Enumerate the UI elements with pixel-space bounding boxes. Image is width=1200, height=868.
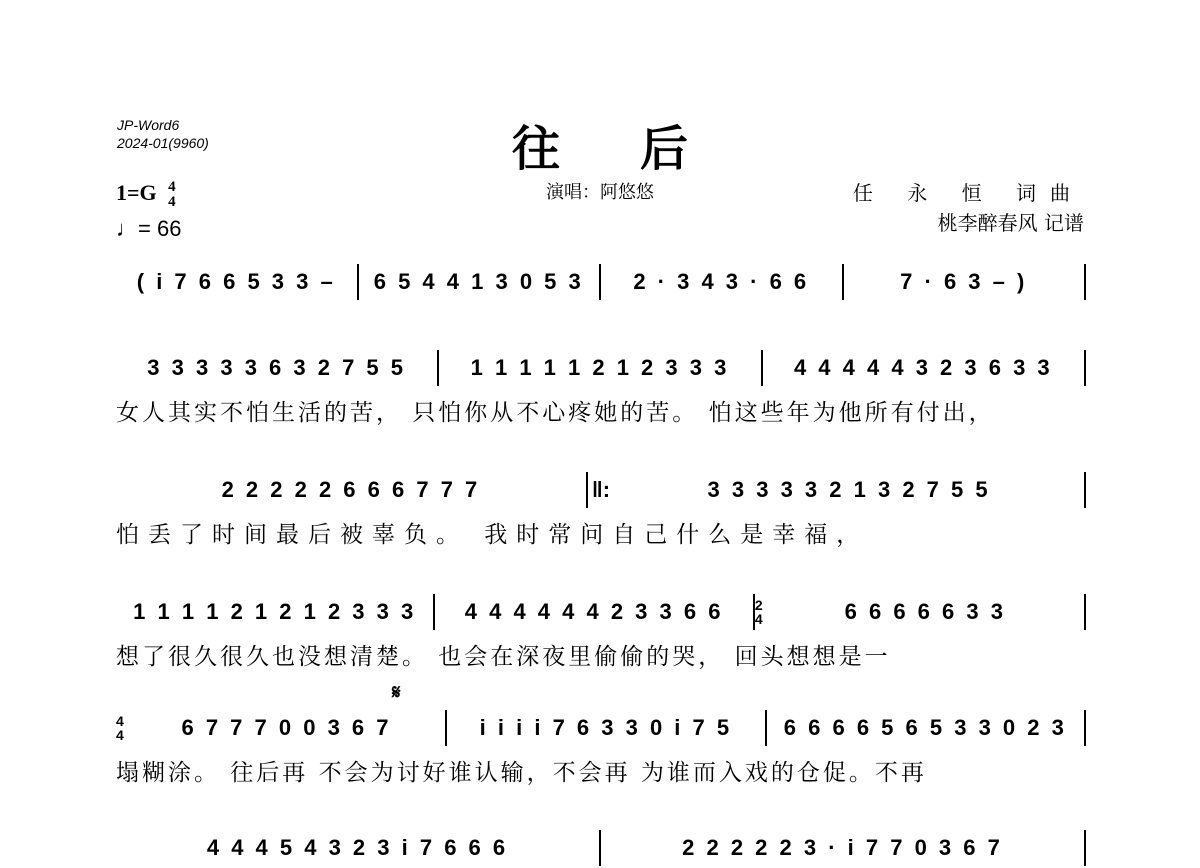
barline (1084, 830, 1086, 866)
repeat-start-sign: ‖: (591, 477, 611, 502)
measure: 4 4 4 4 4 4 2 3 3 6 6 (464, 599, 724, 624)
measure: 3 3 3 3 3 2 1 3 2 7 5 5 (707, 477, 991, 502)
ts-back-bottom: 4 (116, 727, 124, 743)
measure: ( i 7 6 6 5 3 3 – (136, 269, 336, 294)
barline (1084, 710, 1086, 746)
time-signature-change (755, 598, 763, 626)
time-sig-top: 4 (168, 179, 176, 195)
measure: 7 · 6 3 – ) (900, 269, 1028, 294)
time-signature (168, 180, 176, 210)
key-label: 1=G (116, 180, 157, 206)
notes-row (116, 708, 1086, 748)
notes-row (116, 828, 1086, 868)
time-signature-change (116, 714, 124, 742)
ts-back-top: 4 (116, 713, 124, 729)
notes-row (116, 262, 1086, 302)
time-sig-bottom: 4 (168, 194, 176, 210)
quarter-note-icon: ♩ (116, 216, 138, 241)
lyrics-line: 怕丢了时间最后被辜负。 我时常问自己什么是幸福， (116, 522, 869, 548)
notes-row (116, 470, 1086, 510)
measure: 6 6 6 6 6 3 3 (844, 599, 1006, 624)
transcriber-credit: 桃李醉春风 记谱 (937, 211, 1084, 235)
barline (1084, 350, 1086, 386)
barline (1084, 264, 1086, 300)
barline (1084, 472, 1086, 508)
measure: 6 6 6 6 5 6 5 3 3 0 2 3 (783, 715, 1067, 740)
software-version: 2024-01(9960) (117, 135, 209, 151)
measure: 2 2 2 2 2 6 6 6 7 7 7 (221, 477, 481, 502)
ts-change-top: 2 (754, 597, 763, 613)
tempo-mark (116, 216, 181, 242)
measure: 3 3 3 3 3 6 3 2 7 5 5 (147, 355, 407, 380)
lyrics-line: 塌糊涂。 往后再 不会为讨好谁认输，不会再 为谁而入戏的仓促。不再 (116, 760, 927, 786)
key-signature (116, 180, 176, 210)
lyrics-line: 女人其实不怕生活的苦， 只怕你从不心疼她的苦。 怕这些年为他所有付出， (116, 400, 995, 426)
measure: i i i i 7 6 3 3 0 i 7 5 (479, 715, 733, 740)
notes-row (116, 592, 1086, 632)
barline (1084, 594, 1086, 630)
software-name: JP-Word6 (117, 117, 180, 133)
singer-credit: 演唱：阿悠悠 (546, 182, 654, 203)
measure: 2 · 3 4 3 · 6 6 (633, 269, 810, 294)
tempo-value: = 66 (138, 216, 182, 241)
measure: 6 5 4 4 1 3 0 5 3 (373, 269, 584, 294)
ts-change-bottom: 4 (754, 611, 763, 627)
notes-row (116, 348, 1086, 388)
measure: 4 4 4 4 4 3 2 3 6 3 3 (793, 355, 1053, 380)
composer-credit: 任 永 恒 词曲 (852, 181, 1084, 205)
lyrics-line: 想了很久很久也没想清楚。 也会在深夜里偷偷的哭， 回头想想是一 (116, 644, 891, 670)
measure: 1 1 1 1 2 1 2 1 2 3 3 3 (133, 599, 417, 624)
measure: 4 4 4 5 4 3 2 3 i 7 6 6 6 (206, 835, 509, 860)
credits (853, 178, 1084, 238)
segno-icon: 𝄋 (392, 680, 401, 704)
measure: 2 2 2 2 2 3 · i 7 7 0 3 6 7 (682, 835, 1003, 860)
song-title: 往后 (511, 121, 768, 177)
measure: 6 7 7 7 0 0 3 6 7 (181, 715, 392, 740)
measure: 1 1 1 1 1 2 1 2 3 3 3 (470, 355, 730, 380)
